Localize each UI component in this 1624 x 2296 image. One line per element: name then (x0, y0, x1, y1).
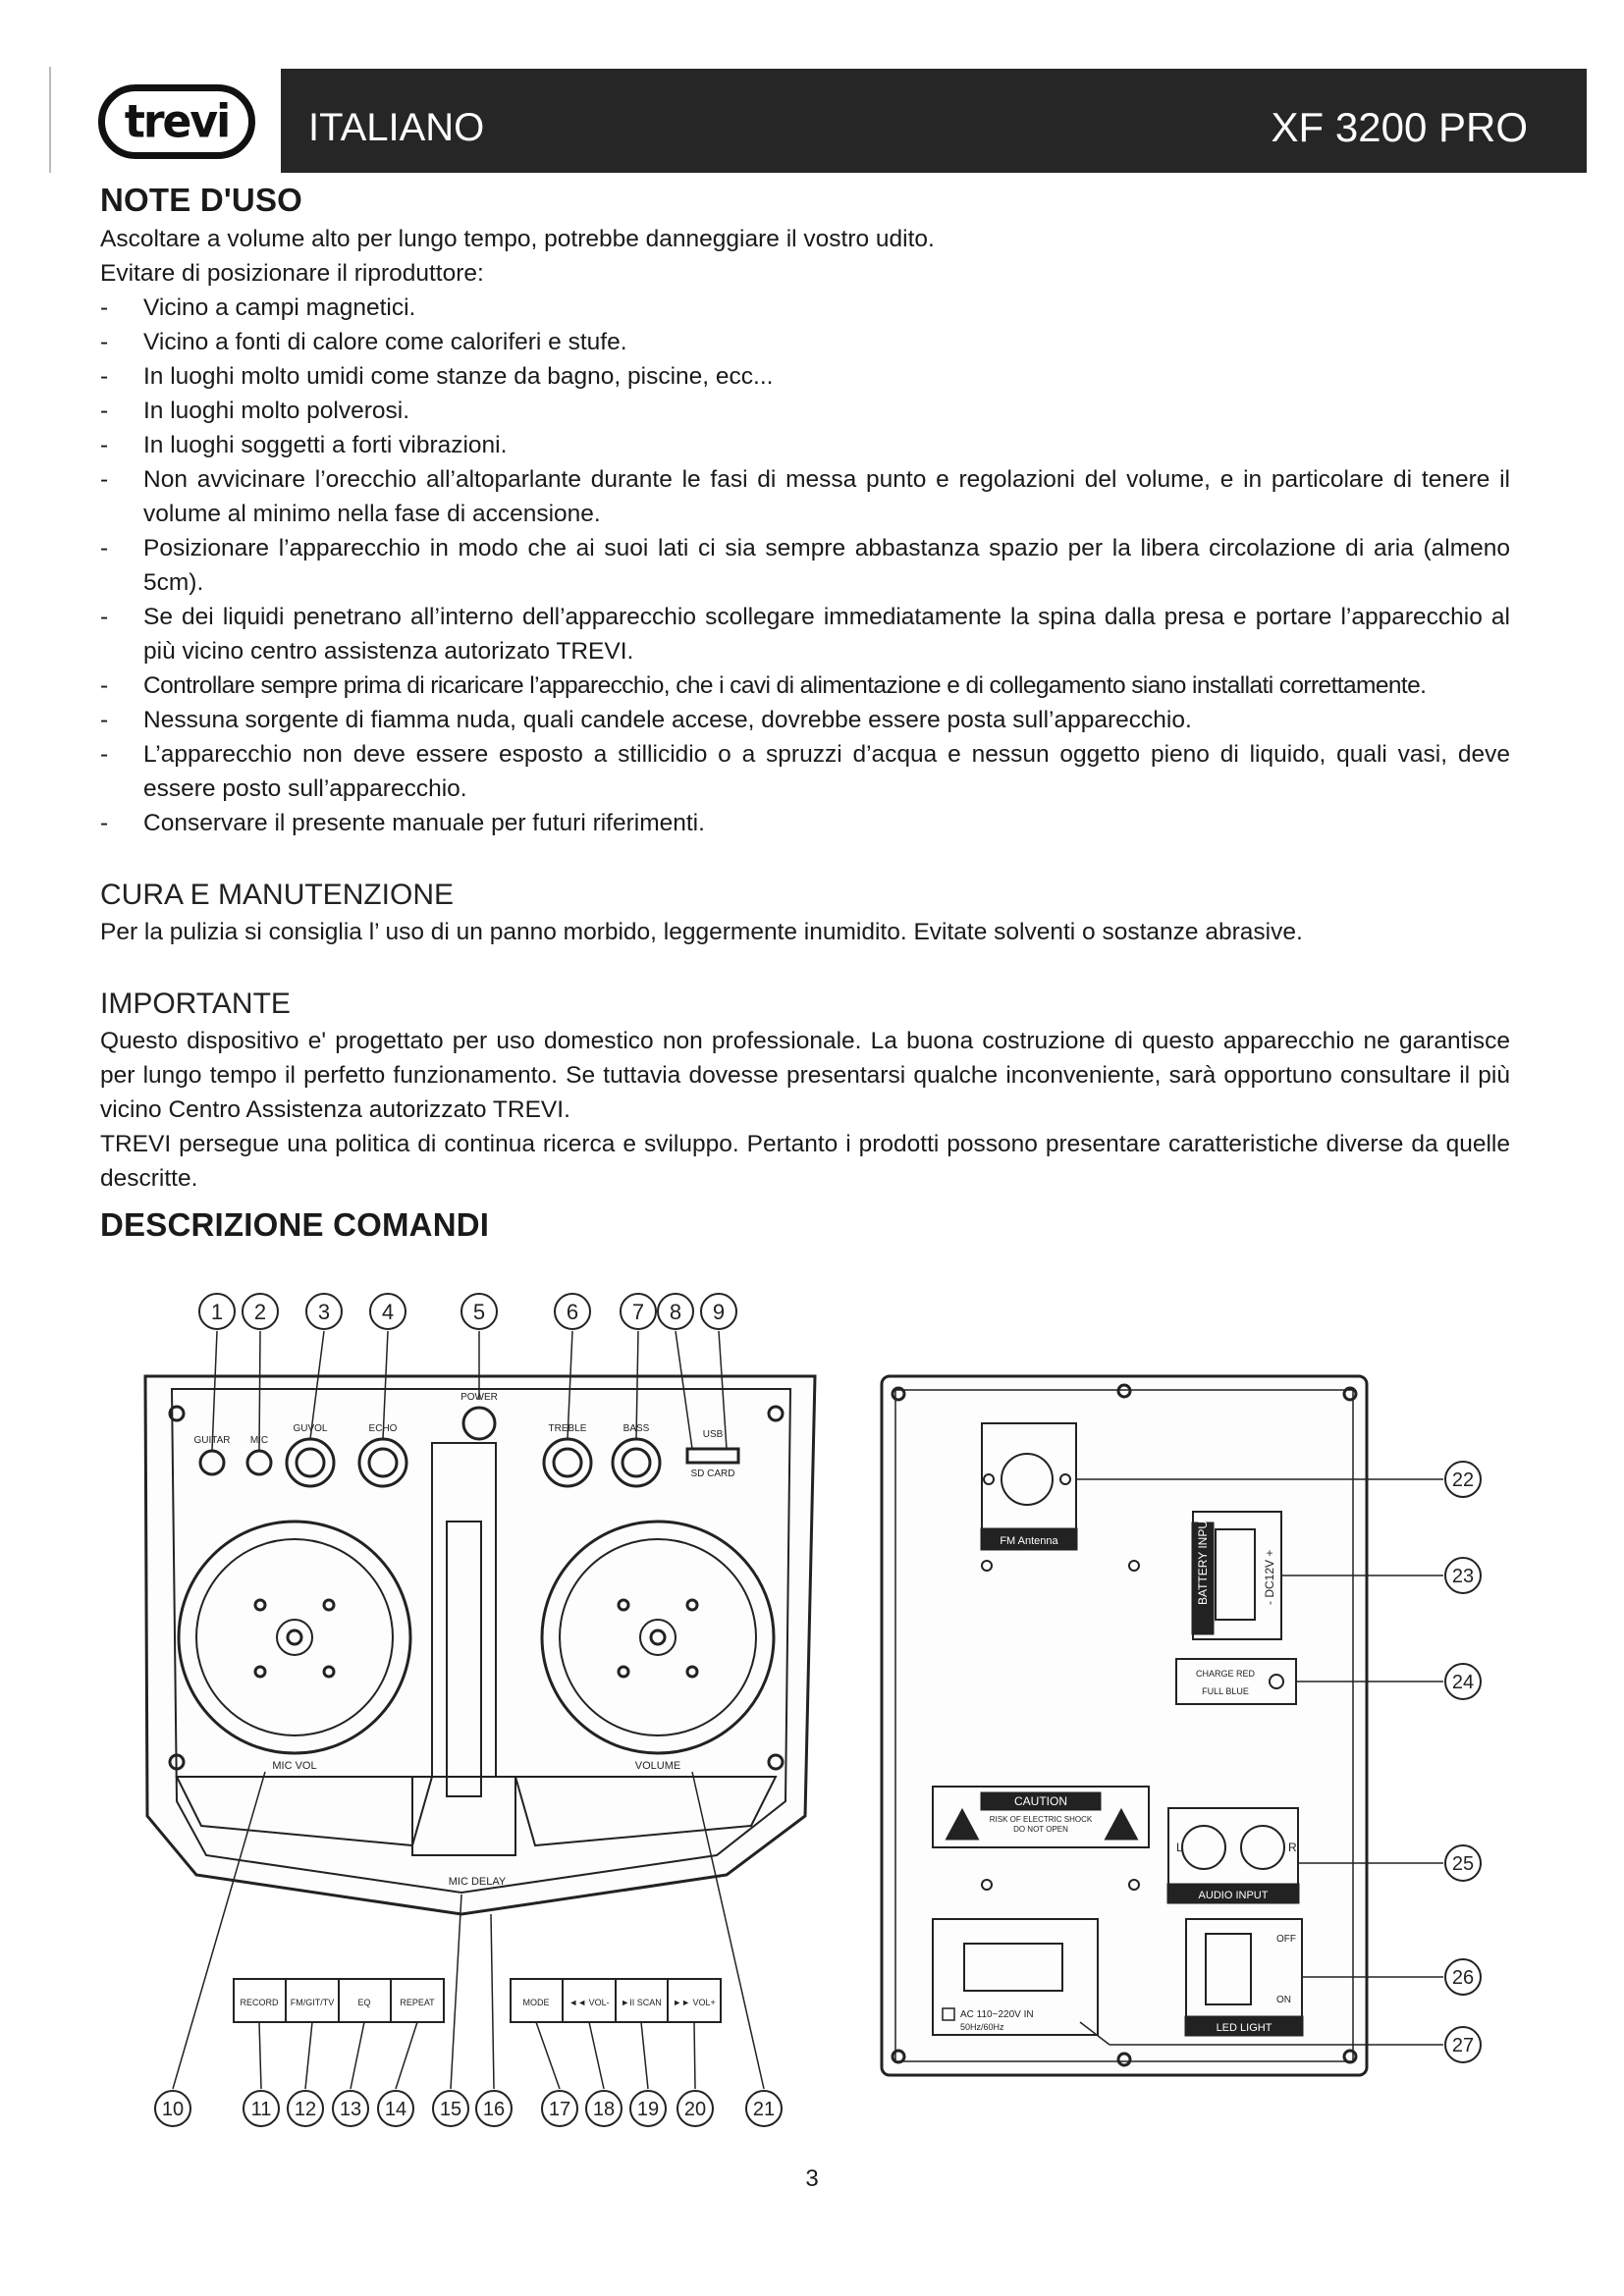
center-label: MIC DELAY (448, 1876, 507, 1888)
ac-line-1: AC 110~220V IN (960, 2009, 1034, 2020)
button-label: ►II SCAN (621, 1998, 662, 2007)
caution-line-2: DO NOT OPEN (1013, 1825, 1068, 1834)
button-label: RECORD (240, 1998, 279, 2007)
switch-off-label: OFF (1276, 1934, 1296, 1945)
callout-number: 11 (250, 2099, 272, 2120)
diagram-svg (0, 1266, 1624, 2150)
importante-title: IMPORTANTE (100, 988, 291, 1020)
caution-line-1: RISK OF ELECTRIC SHOCK (989, 1815, 1093, 1824)
rear-panel (882, 1376, 1367, 2075)
page-number: 3 (805, 2165, 819, 2192)
list-item: - Nessuna sorgente di fiamma nuda, quali candele accese, dovrebbe essere posta sull’apparecchio. (100, 703, 1510, 737)
importante-text-2: TREVI persegue una politica di continua ricerca e sviluppo. Pertanto i prodotti possono presentare caratteristiche diverse da quelle descritte. (100, 1131, 1510, 1192)
callout-number: 9 (712, 1300, 726, 1324)
list-item: - Vicino a fonti di calore come caloriferi e stufe. (100, 325, 1510, 359)
callout-number: 20 (683, 2099, 707, 2120)
audio-r-label: R (1288, 1841, 1297, 1854)
audio-l-label: L (1176, 1841, 1183, 1854)
callout-number: 6 (566, 1300, 579, 1324)
note-uso-intro-1: Ascoltare a volume alto per lungo tempo, potrebbe danneggiare il vostro udito. (100, 226, 935, 252)
knob-label: ECHO (368, 1423, 398, 1434)
note-uso-title: NOTE D'USO (100, 182, 303, 218)
list-item: - Se dei liquidi penetrano all’interno dell’apparecchio scollegare immediatamente la spina dalla presa e portare l’apparecchio al più vicino centro assistenza autorizato TREVI. (100, 600, 1510, 668)
knob-label: MIC (249, 1435, 269, 1446)
callouts-top (199, 1294, 736, 1329)
switch-on-label: ON (1276, 1995, 1291, 2005)
cura-text: Per la pulizia si consiglia l’ uso di un panno morbido, leggermente inumidito. Evitate solventi o sostanze abrasive. (100, 919, 1303, 945)
brand-logo (98, 84, 255, 159)
callout-number: 26 (1451, 1967, 1475, 1989)
callout-number: 23 (1451, 1566, 1475, 1587)
list-item: - In luoghi soggetti a forti vibrazioni. (100, 428, 1510, 462)
knob-label: GUVOL (293, 1423, 328, 1434)
list-item: - Vicino a campi magnetici. (100, 291, 1510, 325)
brand-logo-text: trevi (124, 95, 230, 148)
importante-text-1: Questo dispositivo e' progettato per uso domestico non professionale. La buona costruzione di questo apparecchio ne garantisce per lungo tempo il perfetto funzionamento. Se tuttavia dovesse presentarsi qualche inconveniente, sarà opportuno consultare il più vicino Centro Assistenza autorizzato TREVI. (100, 1028, 1510, 1123)
callout-number: 13 (339, 2099, 362, 2120)
header-model: XF 3200 PRO (1271, 104, 1528, 150)
knob-label: SD CARD (690, 1468, 735, 1479)
list-item: - In luoghi molto polverosi. (100, 394, 1510, 428)
callout-number: 15 (439, 2099, 462, 2120)
dial-label: VOLUME (634, 1760, 681, 1772)
button-label: MODE (522, 1998, 550, 2007)
rear-callouts (1445, 1462, 1481, 2062)
list-item: - Controllare sempre prima di ricaricare l’apparecchio, che i cavi di alimentazione e di collegamento siano installati correttamente. (100, 668, 1510, 703)
battery-input-label: BATTERY INPUT (1196, 1513, 1210, 1605)
callout-number: 10 (161, 2099, 185, 2120)
callouts-bottom (155, 2091, 782, 2126)
knob-label: USB (702, 1429, 724, 1440)
callout-number: 14 (384, 2099, 407, 2120)
callout-number: 22 (1451, 1469, 1475, 1491)
callout-number: 3 (317, 1300, 331, 1324)
note-uso-intro-2: Evitare di posizionare il riproduttore: (100, 260, 484, 287)
callout-number: 7 (631, 1300, 645, 1324)
knob-label: TREBLE (548, 1423, 587, 1434)
callout-number: 12 (294, 2099, 317, 2120)
callout-number: 2 (253, 1300, 267, 1324)
callout-number: 16 (482, 2099, 506, 2120)
button-label: ◄◄ VOL- (568, 1998, 610, 2007)
callout-number: 25 (1451, 1853, 1475, 1875)
battery-volt-label: - DC12V + (1263, 1549, 1276, 1605)
knob-label: BASS (623, 1423, 650, 1434)
header-language: ITALIANO (308, 106, 485, 149)
button-label: ►► VOL+ (673, 1998, 716, 2007)
full-blue-label: FULL BLUE (1202, 1686, 1249, 1696)
list-item: - Non avvicinare l’orecchio all’altoparlante durante le fasi di messa punto e regolazioni del volume, e in particolare di tenere il volume al minimo nella fase di accensione. (100, 462, 1510, 531)
note-uso-list (100, 291, 1510, 840)
margin-rule (49, 67, 51, 173)
cura-title: CURA E MANUTENZIONE (100, 879, 455, 911)
button-label: EQ (357, 1998, 371, 2007)
audio-input-label: AUDIO INPUT (1198, 1890, 1269, 1901)
controls-diagram (0, 1266, 1624, 2150)
caution-title: CAUTION (1014, 1794, 1067, 1808)
callout-number: 1 (210, 1300, 224, 1324)
button-label: FM/GIT/TV (290, 1998, 335, 2007)
callout-number: 17 (548, 2099, 571, 2120)
list-item: - Posizionare l’apparecchio in modo che ai suoi lati ci sia sempre abbastanza spazio per la libera circolazione di aria (almeno 5cm). (100, 531, 1510, 600)
callout-number: 5 (472, 1300, 486, 1324)
button-label: REPEAT (400, 1998, 435, 2007)
knob-label: GUITAR (193, 1435, 231, 1446)
callout-number: 21 (752, 2099, 776, 2120)
ac-line-2: 50Hz/60Hz (960, 2022, 1004, 2032)
callout-number: 27 (1451, 2035, 1475, 2056)
list-item: - In luoghi molto umidi come stanze da bagno, piscine, ecc... (100, 359, 1510, 394)
callout-number: 24 (1451, 1672, 1475, 1693)
callout-number: 8 (669, 1300, 682, 1324)
led-light-label: LED LIGHT (1216, 2022, 1272, 2034)
callout-number: 18 (592, 2099, 616, 2120)
callout-number: 4 (381, 1300, 395, 1324)
charge-red-label: CHARGE RED (1195, 1669, 1256, 1679)
list-item: - Conservare il presente manuale per futuri riferimenti. (100, 806, 1510, 840)
descrizione-title: DESCRIZIONE COMANDI (100, 1206, 490, 1243)
dial-label: MIC VOL (272, 1760, 317, 1772)
list-item: - L’apparecchio non deve essere esposto a stillicidio o a spruzzi d’acqua e nessun oggetto pieno di liquido, quali vasi, deve essere posto sull’apparecchio. (100, 737, 1510, 806)
callout-number: 19 (636, 2099, 660, 2120)
content (100, 179, 1510, 1247)
knob-label: POWER (460, 1392, 498, 1403)
fm-antenna-label: FM Antenna (1000, 1535, 1058, 1547)
